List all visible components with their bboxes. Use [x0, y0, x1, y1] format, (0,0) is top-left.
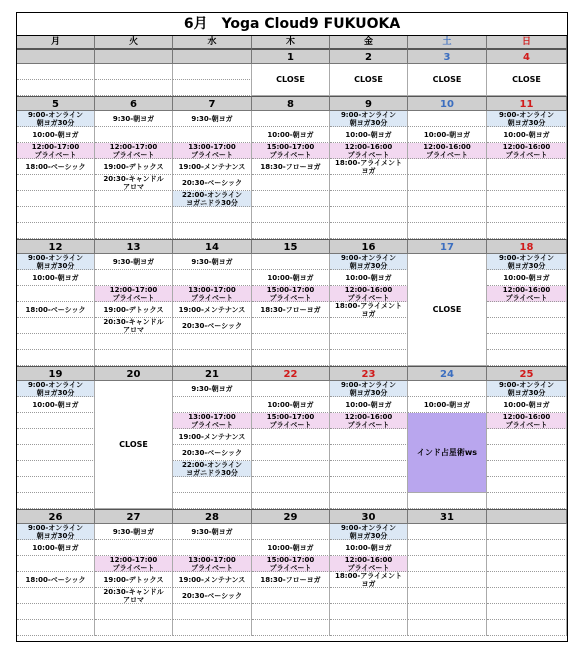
empty-slot — [487, 477, 567, 493]
empty-slot — [330, 318, 408, 334]
empty-slot — [95, 540, 173, 556]
class-entry: 10:00-朝ヨガ — [17, 270, 95, 286]
empty-slot — [487, 207, 567, 223]
class-entry: 9:30-朝ヨガ — [173, 524, 252, 540]
class-entry: 13:00-17:00 プライベート — [173, 413, 252, 429]
empty-slot — [487, 302, 567, 318]
class-entry: 13:00-17:00 プライベート — [173, 143, 252, 159]
class-entry: 12:00-16:00 プライベート — [330, 556, 408, 572]
empty-slot — [17, 334, 95, 350]
empty-slot — [173, 350, 252, 366]
empty-slot — [408, 381, 487, 397]
date-number: 15 — [252, 239, 330, 254]
class-entry: 20:30-キャンドル アロマ — [95, 588, 173, 604]
class-entry: 10:00-朝ヨガ — [252, 397, 330, 413]
date-number: 11 — [487, 96, 567, 111]
date-number: 12 — [17, 239, 95, 254]
date-number: 2 — [330, 49, 408, 64]
date-number: 29 — [252, 509, 330, 524]
weekday-header: 木 — [252, 36, 330, 49]
empty-slot — [408, 588, 487, 604]
weekday-header: 土 — [408, 36, 487, 49]
class-entry: 18:30-フローヨガ — [252, 572, 330, 588]
empty-slot — [173, 334, 252, 350]
empty-slot — [408, 620, 487, 636]
empty-slot — [252, 445, 330, 461]
empty-slot — [95, 604, 173, 620]
empty-slot — [95, 127, 173, 143]
class-entry: 9:30-朝ヨガ — [95, 254, 173, 270]
empty-slot — [252, 254, 330, 270]
date-number: 8 — [252, 96, 330, 111]
date-number: 19 — [17, 366, 95, 381]
class-entry: 22:00-オンライン ヨガニドラ30分 — [173, 191, 252, 207]
empty-slot — [252, 191, 330, 207]
empty-slot — [330, 191, 408, 207]
empty-slot — [17, 493, 95, 509]
page-title: 6月 Yoga Cloud9 FUKUOKA — [17, 13, 567, 36]
date-number: 23 — [330, 366, 408, 381]
date-number: 24 — [408, 366, 487, 381]
empty-slot — [173, 80, 252, 96]
date-number: 28 — [173, 509, 252, 524]
empty-slot — [252, 207, 330, 223]
empty-slot — [17, 477, 95, 493]
empty-slot — [173, 127, 252, 143]
empty-slot — [95, 64, 173, 80]
date-number: 17 — [408, 239, 487, 254]
date-number: 10 — [408, 96, 487, 111]
class-entry: 10:00-朝ヨガ — [487, 397, 567, 413]
empty-slot — [173, 397, 252, 413]
date-number: 7 — [173, 96, 252, 111]
class-entry: 12:00-16:00 プライベート — [330, 286, 408, 302]
empty-slot — [487, 429, 567, 445]
empty-slot — [95, 80, 173, 96]
empty-slot — [330, 334, 408, 350]
class-entry: 9:00-オンライン 朝ヨガ30分 — [17, 111, 95, 127]
date-number: 14 — [173, 239, 252, 254]
empty-slot — [487, 350, 567, 366]
empty-slot — [17, 223, 95, 239]
empty-slot — [17, 445, 95, 461]
class-entry: 9:30-朝ヨガ — [95, 111, 173, 127]
class-entry: 19:00-メンテナンス — [173, 302, 252, 318]
empty-slot — [330, 620, 408, 636]
empty-slot — [17, 207, 95, 223]
class-entry: 12:00-16:00 プライベート — [330, 143, 408, 159]
empty-slot — [487, 620, 567, 636]
class-entry: 9:00-オンライン 朝ヨガ30分 — [330, 381, 408, 397]
date-number: 1 — [252, 49, 330, 64]
date-number: 20 — [95, 366, 173, 381]
empty-slot — [487, 493, 567, 509]
empty-slot — [408, 604, 487, 620]
class-entry: 10:00-朝ヨガ — [252, 540, 330, 556]
empty-slot — [95, 334, 173, 350]
empty-slot — [17, 191, 95, 207]
calendar — [16, 12, 568, 642]
class-entry: 9:00-オンライン 朝ヨガ30分 — [330, 254, 408, 270]
class-entry: 19:00-メンテナンス — [173, 159, 252, 175]
class-entry: 20:30-ベーシック — [173, 318, 252, 334]
empty-slot — [330, 175, 408, 191]
class-entry: 9:30-朝ヨガ — [95, 524, 173, 540]
class-entry: 20:30-キャンドル アロマ — [95, 318, 173, 334]
empty-slot — [252, 429, 330, 445]
class-entry: 12:00-16:00 プライベート — [408, 143, 487, 159]
empty-slot — [17, 620, 95, 636]
empty-slot — [17, 350, 95, 366]
empty-slot — [173, 64, 252, 80]
empty-slot — [17, 318, 95, 334]
class-entry: 13:00-17:00 プライベート — [173, 556, 252, 572]
date-number — [487, 509, 567, 524]
class-entry: 18:00-ベーシック — [17, 572, 95, 588]
class-entry: 9:00-オンライン 朝ヨガ30分 — [17, 254, 95, 270]
class-entry: 9:30-朝ヨガ — [173, 381, 252, 397]
date-number: 21 — [173, 366, 252, 381]
empty-slot — [330, 445, 408, 461]
class-entry: 18:00-ベーシック — [17, 302, 95, 318]
empty-slot — [408, 159, 487, 175]
empty-slot — [252, 477, 330, 493]
empty-slot — [408, 191, 487, 207]
empty-slot — [408, 572, 487, 588]
date-number — [95, 49, 173, 64]
closed-day-label: CLOSE — [487, 64, 567, 96]
class-entry: 12:00-16:00 プライベート — [487, 143, 567, 159]
class-entry: 10:00-朝ヨガ — [487, 270, 567, 286]
class-entry: 10:00-朝ヨガ — [408, 127, 487, 143]
empty-slot — [173, 604, 252, 620]
date-number: 31 — [408, 509, 487, 524]
class-entry: 10:00-朝ヨガ — [330, 540, 408, 556]
class-entry: 9:00-オンライン 朝ヨガ30分 — [487, 254, 567, 270]
date-number: 26 — [17, 509, 95, 524]
empty-slot — [252, 493, 330, 509]
class-entry: 12:00-17:00 プライベート — [95, 143, 173, 159]
class-entry: 20:30-ベーシック — [173, 175, 252, 191]
empty-slot — [173, 540, 252, 556]
date-number: 5 — [17, 96, 95, 111]
class-entry: 18:00-アライメント ヨガ — [330, 572, 408, 588]
empty-slot — [95, 191, 173, 207]
class-entry: 22:00-オンライン ヨガニドラ30分 — [173, 461, 252, 477]
empty-slot — [173, 620, 252, 636]
empty-slot — [95, 620, 173, 636]
class-entry: 20:30-キャンドル アロマ — [95, 175, 173, 191]
empty-slot — [408, 556, 487, 572]
empty-slot — [252, 588, 330, 604]
empty-slot — [487, 159, 567, 175]
empty-slot — [173, 270, 252, 286]
empty-slot — [17, 175, 95, 191]
empty-slot — [95, 350, 173, 366]
class-entry: 12:00-16:00 プライベート — [487, 286, 567, 302]
empty-slot — [252, 604, 330, 620]
empty-slot — [95, 223, 173, 239]
empty-slot — [252, 620, 330, 636]
class-entry: 9:00-オンライン 朝ヨガ30分 — [330, 524, 408, 540]
empty-slot — [17, 64, 95, 80]
empty-slot — [330, 493, 408, 509]
date-number: 30 — [330, 509, 408, 524]
date-number: 13 — [95, 239, 173, 254]
class-entry: 19:00-デトックス — [95, 159, 173, 175]
date-number: 27 — [95, 509, 173, 524]
class-entry: 10:00-朝ヨガ — [17, 397, 95, 413]
class-entry: 20:30-ベーシック — [173, 588, 252, 604]
class-entry: 18:00-ベーシック — [17, 159, 95, 175]
date-number: 18 — [487, 239, 567, 254]
empty-slot — [252, 524, 330, 540]
class-entry: 12:00-16:00 プライベート — [487, 413, 567, 429]
date-number: 9 — [330, 96, 408, 111]
empty-slot — [408, 111, 487, 127]
class-entry: 20:30-ベーシック — [173, 445, 252, 461]
empty-slot — [408, 223, 487, 239]
class-entry: 15:00-17:00 プライベート — [252, 286, 330, 302]
weekday-header: 日 — [487, 36, 567, 49]
closed-day-label: CLOSE — [408, 64, 487, 96]
empty-slot — [17, 604, 95, 620]
class-entry: 9:00-オンライン 朝ヨガ30分 — [487, 381, 567, 397]
empty-slot — [173, 223, 252, 239]
empty-slot — [408, 175, 487, 191]
empty-slot — [17, 413, 95, 429]
empty-slot — [17, 286, 95, 302]
class-entry: 9:00-オンライン 朝ヨガ30分 — [17, 381, 95, 397]
closed-day-label: CLOSE — [408, 254, 487, 366]
empty-slot — [487, 334, 567, 350]
workshop-block: インド占星術ws — [408, 413, 487, 493]
empty-slot — [408, 540, 487, 556]
empty-slot — [487, 223, 567, 239]
empty-slot — [330, 461, 408, 477]
empty-slot — [330, 604, 408, 620]
empty-slot — [252, 350, 330, 366]
empty-slot — [330, 350, 408, 366]
class-entry: 10:00-朝ヨガ — [330, 270, 408, 286]
empty-slot — [17, 429, 95, 445]
weekday-header: 火 — [95, 36, 173, 49]
class-entry: 12:00-17:00 プライベート — [17, 143, 95, 159]
empty-slot — [173, 207, 252, 223]
empty-slot — [487, 540, 567, 556]
empty-slot — [487, 524, 567, 540]
class-entry: 10:00-朝ヨガ — [252, 270, 330, 286]
class-entry: 19:00-デトックス — [95, 302, 173, 318]
class-entry: 15:00-17:00 プライベート — [252, 413, 330, 429]
empty-slot — [330, 223, 408, 239]
empty-slot — [487, 191, 567, 207]
empty-slot — [95, 270, 173, 286]
empty-slot — [252, 111, 330, 127]
date-number — [173, 49, 252, 64]
class-entry: 19:00-デトックス — [95, 572, 173, 588]
class-entry: 18:30-フローヨガ — [252, 159, 330, 175]
empty-slot — [95, 207, 173, 223]
empty-slot — [487, 445, 567, 461]
empty-slot — [17, 588, 95, 604]
class-entry: 10:00-朝ヨガ — [17, 540, 95, 556]
class-entry: 19:00-メンテナンス — [173, 429, 252, 445]
date-number: 25 — [487, 366, 567, 381]
empty-slot — [252, 175, 330, 191]
class-entry: 15:00-17:00 プライベート — [252, 556, 330, 572]
class-entry: 18:00-アライメント ヨガ — [330, 302, 408, 318]
closed-day-label: CLOSE — [252, 64, 330, 96]
empty-slot — [487, 318, 567, 334]
class-entry: 13:00-17:00 プライベート — [173, 286, 252, 302]
empty-slot — [17, 556, 95, 572]
weekday-header: 金 — [330, 36, 408, 49]
empty-slot — [330, 207, 408, 223]
date-number: 4 — [487, 49, 567, 64]
empty-slot — [252, 223, 330, 239]
empty-slot — [487, 175, 567, 191]
date-number: 6 — [95, 96, 173, 111]
class-entry: 10:00-朝ヨガ — [330, 397, 408, 413]
class-entry: 18:30-フローヨガ — [252, 302, 330, 318]
empty-slot — [330, 477, 408, 493]
class-entry: 10:00-朝ヨガ — [17, 127, 95, 143]
class-entry: 12:00-17:00 プライベート — [95, 286, 173, 302]
class-entry: 12:00-16:00 プライベート — [330, 413, 408, 429]
class-entry: 10:00-朝ヨガ — [487, 127, 567, 143]
empty-slot — [252, 334, 330, 350]
empty-slot — [173, 477, 252, 493]
empty-slot — [408, 207, 487, 223]
weekday-header: 月 — [17, 36, 95, 49]
empty-slot — [17, 461, 95, 477]
empty-slot — [252, 461, 330, 477]
empty-slot — [408, 524, 487, 540]
class-entry: 15:00-17:00 プライベート — [252, 143, 330, 159]
date-number: 3 — [408, 49, 487, 64]
weekday-header: 水 — [173, 36, 252, 49]
class-entry: 9:00-オンライン 朝ヨガ30分 — [330, 111, 408, 127]
class-entry: 10:00-朝ヨガ — [330, 127, 408, 143]
class-entry: 12:00-17:00 プライベート — [95, 556, 173, 572]
class-entry: 9:00-オンライン 朝ヨガ30分 — [17, 524, 95, 540]
closed-day-label: CLOSE — [330, 64, 408, 96]
date-number: 16 — [330, 239, 408, 254]
empty-slot — [487, 556, 567, 572]
class-entry: 10:00-朝ヨガ — [408, 397, 487, 413]
class-entry: 18:00-アライメント ヨガ — [330, 159, 408, 175]
class-entry: 10:00-朝ヨガ — [252, 127, 330, 143]
date-number — [17, 49, 95, 64]
empty-slot — [408, 493, 487, 509]
empty-slot — [487, 604, 567, 620]
empty-slot — [487, 588, 567, 604]
empty-slot — [17, 80, 95, 96]
date-number: 22 — [252, 366, 330, 381]
empty-slot — [330, 588, 408, 604]
empty-slot — [487, 572, 567, 588]
class-entry: 9:30-朝ヨガ — [173, 254, 252, 270]
empty-slot — [173, 493, 252, 509]
class-entry: 9:00-オンライン 朝ヨガ30分 — [487, 111, 567, 127]
empty-slot — [487, 461, 567, 477]
empty-slot — [252, 318, 330, 334]
class-entry: 19:00-メンテナンス — [173, 572, 252, 588]
class-entry: 9:30-朝ヨガ — [173, 111, 252, 127]
empty-slot — [330, 429, 408, 445]
empty-slot — [252, 381, 330, 397]
closed-day-label: CLOSE — [95, 381, 173, 509]
